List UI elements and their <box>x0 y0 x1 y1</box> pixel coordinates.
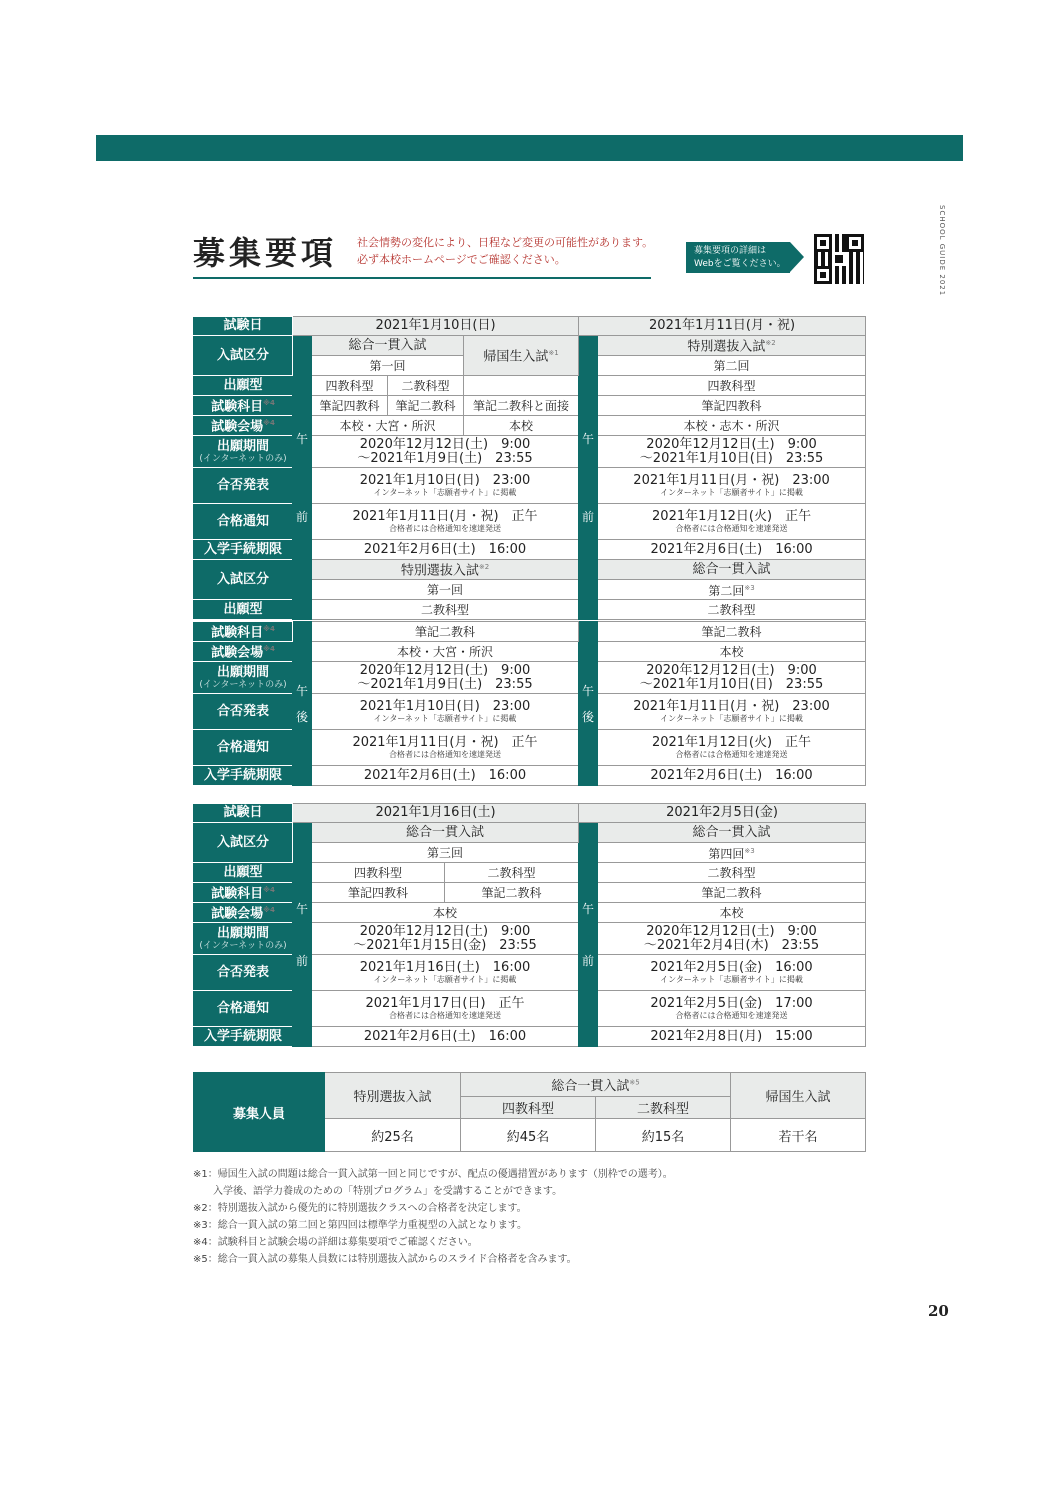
label-type-2: 出願型 <box>194 863 293 883</box>
venue-pm-a: 本校・大宮・所沢 <box>312 642 579 662</box>
label-venue-2: 試験会場$^{※4}$ <box>194 903 293 923</box>
venue-2b: 本校 <box>598 903 866 923</box>
category-returnee: 帰国生入試$^{※1}$ <box>464 336 579 376</box>
category-special-pm: 特別選抜入試$^{※2}$ <box>312 560 579 580</box>
venue-2a: 本校 <box>312 903 579 923</box>
subj-b: 筆記四教科 <box>598 396 866 416</box>
notice-line-1: 社会情勢の変化により、日程など変更の可能性があります。 <box>357 236 654 249</box>
label-result-pm: 合否発表 <box>194 694 293 730</box>
label-deadline-2: 入学手続期限 <box>194 1027 293 1047</box>
round-2b: 第四回$^{※3}$ <box>598 843 866 863</box>
schedule-table-1 <box>193 316 866 620</box>
capacity-four-value: 約45名 <box>461 1119 596 1152</box>
qr-code-icon[interactable] <box>814 234 864 284</box>
type-returnee-blank <box>464 376 579 396</box>
label-period-pm: 出願期間 (インターネットのみ) <box>194 662 293 694</box>
label-period: 出願期間 (インターネットのみ) <box>194 436 293 468</box>
exam-date-2a: 2021年1月16日(土) <box>293 804 579 823</box>
notify-pm-a: 2021年1月11日(月・祝) 正午 合格者には合格通知を速達発送 <box>312 730 579 766</box>
label-category-pm: 入試区分 <box>194 560 293 600</box>
notify-2b: 2021年2月5日(金) 17:00 合格者には合格通知を速達発送 <box>598 991 866 1027</box>
subj-returnee: 筆記二教科と面接 <box>464 396 579 416</box>
capacity-special-header: 特別選抜入試 <box>325 1073 461 1119</box>
deadline-pm-b: 2021年2月6日(土) 16:00 <box>598 766 866 786</box>
deadline-b: 2021年2月6日(土) 16:00 <box>598 540 866 560</box>
notify-pm-b: 2021年1月12日(火) 正午 合格者には合格通知を速達発送 <box>598 730 866 766</box>
web-tag-line-2: Webをご覧ください。 <box>694 259 786 269</box>
label-venue: 試験会場$^{※4}$ <box>194 416 293 436</box>
result-2a: 2021年1月16日(土) 16:00 インターネット「志願者サイト」に掲載 <box>312 955 579 991</box>
subj-2a-two: 筆記二教科 <box>445 883 579 903</box>
result-2b: 2021年2月5日(金) 16:00 インターネット「志願者サイト」に掲載 <box>598 955 866 991</box>
change-notice <box>357 234 653 268</box>
deadline-2b: 2021年2月8日(月) 15:00 <box>598 1027 866 1047</box>
subj-pm-b: 筆記二教科 <box>598 622 866 642</box>
venue-pm-b: 本校 <box>598 642 866 662</box>
pm-marker: 午 後 <box>293 622 312 786</box>
subj-pm-a: 筆記二教科 <box>312 622 579 642</box>
notify-a: 2021年1月11日(月・祝) 正午 合格者には合格通知を速達発送 <box>312 504 579 540</box>
result-pm-b: 2021年1月11日(月・祝) 23:00 インターネット「志願者サイト」に掲載 <box>598 694 866 730</box>
subj-four: 筆記四教科 <box>312 396 388 416</box>
label-subjects-pm: 試験科目$^{※4}$ <box>194 622 293 642</box>
round-pm-b: 第二回$^{※3}$ <box>598 580 866 600</box>
label-notify: 合格通知 <box>194 504 293 540</box>
capacity-returnee-value: 若干名 <box>731 1119 866 1152</box>
period-2b: 2020年12月12日(土) 9:00 ～2021年2月4日(木) 23:55 <box>598 923 866 955</box>
result-pm-a: 2021年1月10日(日) 23:00 インターネット「志願者サイト」に掲載 <box>312 694 579 730</box>
type-2b: 二教科型 <box>598 863 866 883</box>
footnote-1: ※1：帰国生入試の問題は総合一貫入試第一回と同じですが、配点の優遇措置があります（別枠での選考）。 <box>193 1169 673 1180</box>
type-pm-b: 二教科型 <box>598 600 866 620</box>
footnotes <box>193 1166 673 1268</box>
footnote-5: ※5：総合一貫入試の募集人員数には特別選抜入試からのスライド合格者を含みます。 <box>193 1254 577 1265</box>
label-period-2: 出願期間 (インターネットのみ) <box>194 923 293 955</box>
am-marker-2: 午 前 <box>293 823 312 1047</box>
page-number: 20 <box>928 1302 949 1320</box>
footnote-4: ※4：試験科目と試験会場の詳細は募集要項でご確認ください。 <box>193 1237 478 1248</box>
exam-date-2b: 2021年2月5日(金) <box>579 804 866 823</box>
label-subjects: 試験科目$^{※4}$ <box>194 396 293 416</box>
label-notify-2: 合格通知 <box>194 991 293 1027</box>
footnote-3: ※3：総合一貫入試の第二回と第四回は標準学力重視型の入試となります。 <box>193 1220 527 1231</box>
period-2a: 2020年12月12日(土) 9:00 ～2021年1月15日(金) 23:55 <box>312 923 579 955</box>
subj-2a-four: 筆記四教科 <box>312 883 445 903</box>
footnote-1-cont: 入学後、語学力養成のための「特別プログラム」を受講することができます。 <box>193 1186 563 1197</box>
label-deadline: 入学手続期限 <box>194 540 293 560</box>
schedule-table-2 <box>193 803 866 1047</box>
venue-returnee: 本校 <box>464 416 579 436</box>
round-pm-a: 第一回 <box>312 580 579 600</box>
label-venue-pm: 試験会場$^{※4}$ <box>194 642 293 662</box>
label-notify-pm: 合格通知 <box>194 730 293 766</box>
category-2b: 総合一貫入試 <box>598 823 866 843</box>
result-a: 2021年1月10日(日) 23:00 インターネット「志願者サイト」に掲載 <box>312 468 579 504</box>
round-2a: 第三回 <box>312 843 579 863</box>
capacity-label: 募集人員 <box>194 1073 325 1152</box>
category-sogo: 総合一貫入試 <box>312 336 464 356</box>
capacity-table <box>193 1072 866 1152</box>
period-b: 2020年12月12日(土) 9:00 ～2021年1月10日(日) 23:55 <box>598 436 866 468</box>
label-type: 出願型 <box>194 376 293 396</box>
round-1: 第一回 <box>312 356 464 376</box>
am-marker-2b: 午 前 <box>579 823 598 1047</box>
deadline-a: 2021年2月6日(土) 16:00 <box>312 540 579 560</box>
pm-marker-b: 午 後 <box>579 622 598 786</box>
footnote-2: ※2：特別選抜入試から優先的に特別選抜クラスへの合格者を決定します。 <box>193 1203 527 1214</box>
label-result: 合否発表 <box>194 468 293 504</box>
web-details-tag[interactable] <box>686 242 790 273</box>
label-exam-date-2: 試験日 <box>194 804 293 823</box>
notify-b: 2021年1月12日(火) 正午 合格者には合格通知を速達発送 <box>598 504 866 540</box>
period-a: 2020年12月12日(土) 9:00 ～2021年1月9日(土) 23:55 <box>312 436 579 468</box>
category-sogo-pm: 総合一貫入試 <box>598 560 866 580</box>
venue-a: 本校・大宮・所沢 <box>312 416 464 436</box>
label-category-2: 入試区分 <box>194 823 293 863</box>
period-pm-b: 2020年12月12日(土) 9:00 ～2021年1月10日(日) 23:55 <box>598 662 866 694</box>
type-four: 四教科型 <box>312 376 388 396</box>
label-exam-date: 試験日 <box>194 317 293 336</box>
page-title: 募集要項 <box>193 234 338 272</box>
deadline-pm-a: 2021年2月6日(土) 16:00 <box>312 766 579 786</box>
capacity-four-header: 四教科型 <box>461 1097 596 1119</box>
subj-two: 筆記二教科 <box>388 396 464 416</box>
type-b: 四教科型 <box>598 376 866 396</box>
round-2-b: 第二回 <box>598 356 866 376</box>
venue-b: 本校・志木・所沢 <box>598 416 866 436</box>
period-pm-a: 2020年12月12日(土) 9:00 ～2021年1月9日(土) 23:55 <box>312 662 579 694</box>
side-label: SCHOOL GUIDE 2021 <box>938 205 946 297</box>
label-category: 入試区分 <box>194 336 293 376</box>
deadline-2a: 2021年2月6日(土) 16:00 <box>312 1027 579 1047</box>
notify-2a: 2021年1月17日(日) 正午 合格者には合格通知を速達発送 <box>312 991 579 1027</box>
capacity-two-header: 二教科型 <box>596 1097 731 1119</box>
am-marker-b: 午 前 <box>579 336 598 620</box>
schedule-table-1-pm <box>193 621 866 786</box>
am-marker: 午 前 <box>293 336 312 620</box>
result-b: 2021年1月11日(月・祝) 23:00 インターネット「志願者サイト」に掲載 <box>598 468 866 504</box>
category-2a: 総合一貫入試 <box>312 823 579 843</box>
type-two: 二教科型 <box>388 376 464 396</box>
type-2a-two: 二教科型 <box>445 863 579 883</box>
label-deadline-pm: 入学手続期限 <box>194 766 293 786</box>
exam-date-b: 2021年1月11日(月・祝) <box>579 317 866 336</box>
label-type-pm: 出願型 <box>194 600 293 620</box>
web-tag-line-1: 募集要項の詳細は <box>694 246 767 256</box>
subj-2b: 筆記二教科 <box>598 883 866 903</box>
header-bar <box>96 135 963 161</box>
type-pm-a: 二教科型 <box>312 600 579 620</box>
capacity-special-value: 約25名 <box>325 1119 461 1152</box>
capacity-returnee-header: 帰国生入試 <box>731 1073 866 1119</box>
label-result-2: 合否発表 <box>194 955 293 991</box>
category-special-b: 特別選抜入試$^{※2}$ <box>598 336 866 356</box>
type-2a-four: 四教科型 <box>312 863 445 883</box>
title-underline <box>193 277 651 279</box>
notice-line-2: 必ず本校ホームページでご確認ください。 <box>357 253 566 266</box>
exam-date-a: 2021年1月10日(日) <box>293 317 579 336</box>
capacity-sogo-header: 総合一貫入試$^{※5}$ <box>461 1073 731 1097</box>
capacity-two-value: 約15名 <box>596 1119 731 1152</box>
label-subjects-2: 試験科目$^{※4}$ <box>194 883 293 903</box>
